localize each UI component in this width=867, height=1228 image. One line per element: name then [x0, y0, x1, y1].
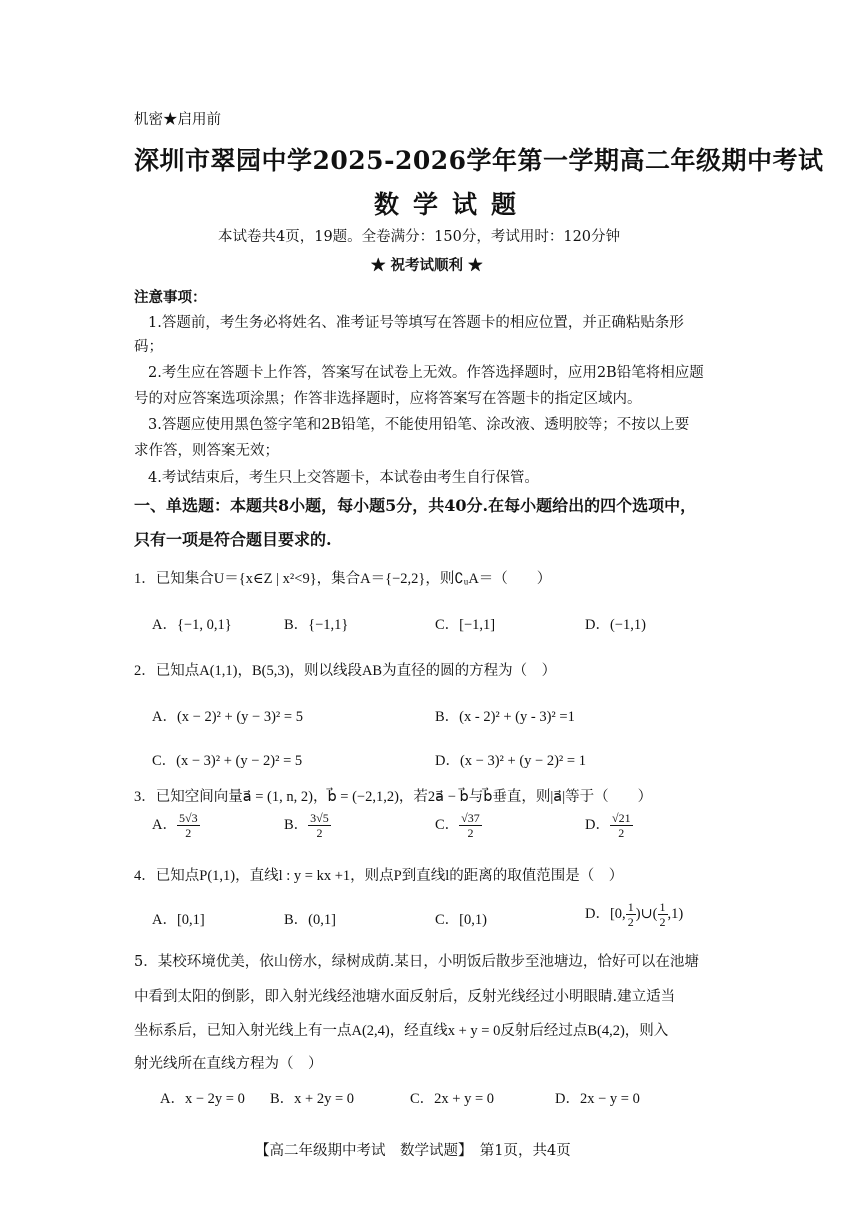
- q1-stem: 1．已知集合U＝{x∈Z | x²<9}，集合A＝{−2,2}，则∁ᵤA＝（ ）: [134, 571, 552, 587]
- q3-option-a-denominator: 2: [185, 826, 192, 840]
- q3-option-c-numerator: √37: [461, 811, 480, 825]
- q4-option-d-union: )∪(: [635, 905, 658, 922]
- notice-item-3: 3.答题应使用黑色签字笔和2B铅笔，不能使用铅笔、涂改液、透明胶等；不按以上要: [148, 417, 690, 433]
- q3-option-c-label: C．: [435, 816, 460, 833]
- q5-line-3: 坐标系后，已知入射光线上有一点A(2,4)，经直线x + y = 0反射后经过点B(4,2)，则入: [134, 1023, 669, 1039]
- q3-option-a-numerator: 5√3: [178, 811, 198, 825]
- q2-option-b: B．(x - 2)² + (y - 3)² =1: [435, 709, 575, 725]
- q3-option-c-denominator: 2: [467, 826, 474, 840]
- q3-option-b-label: B．: [284, 816, 309, 833]
- q3-option-d: [585, 812, 633, 839]
- q1-option-d: D．(−1,1): [585, 617, 646, 633]
- q3-stem: 3．已知空间向量a⃗ = (1, n, 2)，b⃗ = (−2,1,2)，若2a⃗ − b⃗与b⃗垂直，则|a⃗|等于（ ）: [134, 789, 653, 805]
- section-heading-line2: 只有一项是符合题目要求的.: [134, 530, 332, 549]
- q1-option-c: C．[−1,1]: [435, 617, 496, 633]
- q3-option-c: [435, 812, 482, 839]
- notice-item-4: 4.考试结束后，考生只上交答题卡，本试卷由考生自行保管。: [148, 470, 539, 486]
- q5-line-1: 5．某校环境优美，依山傍水，绿树成荫.某日，小明饭后散步至池塘边，恰好可以在池塘: [134, 954, 699, 970]
- q3-option-a-label: A．: [152, 816, 177, 833]
- q2-option-a: A．(x − 2)² + (y − 3)² = 5: [152, 709, 303, 725]
- q5-option-d: D．2x − y = 0: [555, 1091, 640, 1107]
- q1-option-b: B．{−1,1}: [284, 617, 349, 633]
- q3-option-a: [152, 812, 200, 839]
- notice-item-1-cont: 码；: [134, 339, 163, 355]
- notice-item-2: 2.考生应在答题卡上作答，答案写在试卷上无效。作答选择题时，应用2B铅笔将相应题: [148, 365, 704, 381]
- exam-title: 深圳市翠园中学2025-2026学年第一学期高二年级期中考试: [134, 146, 824, 175]
- q2-option-c: C．(x − 3)² + (y − 2)² = 5: [152, 753, 303, 769]
- confidential-label: 机密★启用前: [134, 112, 221, 128]
- notice-item-3-cont: 求作答，则答案无效；: [134, 443, 279, 459]
- q4-stem: 4．已知点P(1,1)，直线l : y = kx +1，则点P到直线l的距离的取值范围是（ ）: [134, 868, 624, 884]
- notice-item-1: 1.答题前，考生务必将姓名、准考证号等填写在答题卡的相应位置，并正确粘贴条形: [148, 315, 684, 331]
- good-luck-line: ★ 祝考试顺利 ★: [371, 257, 483, 274]
- notice-heading: 注意事项：: [134, 289, 207, 306]
- q4-option-d-numerator-2: 1: [659, 900, 666, 914]
- notice-item-2-cont: 号的对应答案选项涂黑；作答非选择题时，应将答案写在答题卡的指定区域内。: [134, 391, 642, 407]
- q3-option-d-numerator: √21: [611, 811, 631, 825]
- exam-info: 本试卷共4页，19题。全卷满分：150分，考试用时：120分钟: [218, 229, 621, 245]
- q3-option-b-numerator: 3√5: [310, 811, 329, 825]
- q5-line-4: 射光线所在直线方程为（ ）: [134, 1056, 323, 1072]
- q5-option-a: A．x − 2y = 0: [160, 1091, 245, 1107]
- q4-option-d-denominator-1: 2: [627, 915, 634, 929]
- q2-option-d: D．(x − 3)² + (y − 2)² = 1: [435, 753, 586, 769]
- q3-option-d-label: D．: [585, 816, 610, 833]
- q3-option-d-denominator: 2: [618, 826, 625, 840]
- q5-option-b: B．x + 2y = 0: [270, 1091, 355, 1107]
- q4-option-a: A．[0,1]: [152, 912, 205, 928]
- q2-stem: 2．已知点A(1,1)，B(5,3)，则以线段AB为直径的圆的方程为（ ）: [134, 663, 557, 679]
- q5-line-2: 中看到太阳的倒影，即入射光线经池塘水面反射后，反射光线经过小明眼睛.建立适当: [134, 989, 676, 1005]
- q3-option-b-denominator: 2: [316, 826, 323, 840]
- exam-subtitle: 数学试题: [374, 190, 531, 219]
- q4-option-c: C．[0,1): [435, 912, 487, 928]
- q4-option-d-denominator-2: 2: [659, 915, 666, 929]
- q3-option-b: [284, 812, 331, 839]
- page-footer: 【高二年级期中考试 数学试题】 第1页，共4页: [255, 1143, 571, 1159]
- q4-option-d-label: D．[0,: [585, 905, 626, 922]
- q4-option-d-end: ,1): [667, 905, 684, 922]
- q4-option-d-numerator-1: 1: [627, 900, 634, 914]
- q4-option-d: [585, 901, 683, 928]
- q5-option-c: C．2x + y = 0: [410, 1091, 495, 1107]
- q4-option-b: B．(0,1]: [284, 912, 336, 928]
- q1-option-a: A．{−1, 0,1}: [152, 617, 232, 633]
- section-heading-line1: 一、单选题：本题共8小题，每小题5分，共40分.在每小题给出的四个选项中，: [134, 496, 697, 515]
